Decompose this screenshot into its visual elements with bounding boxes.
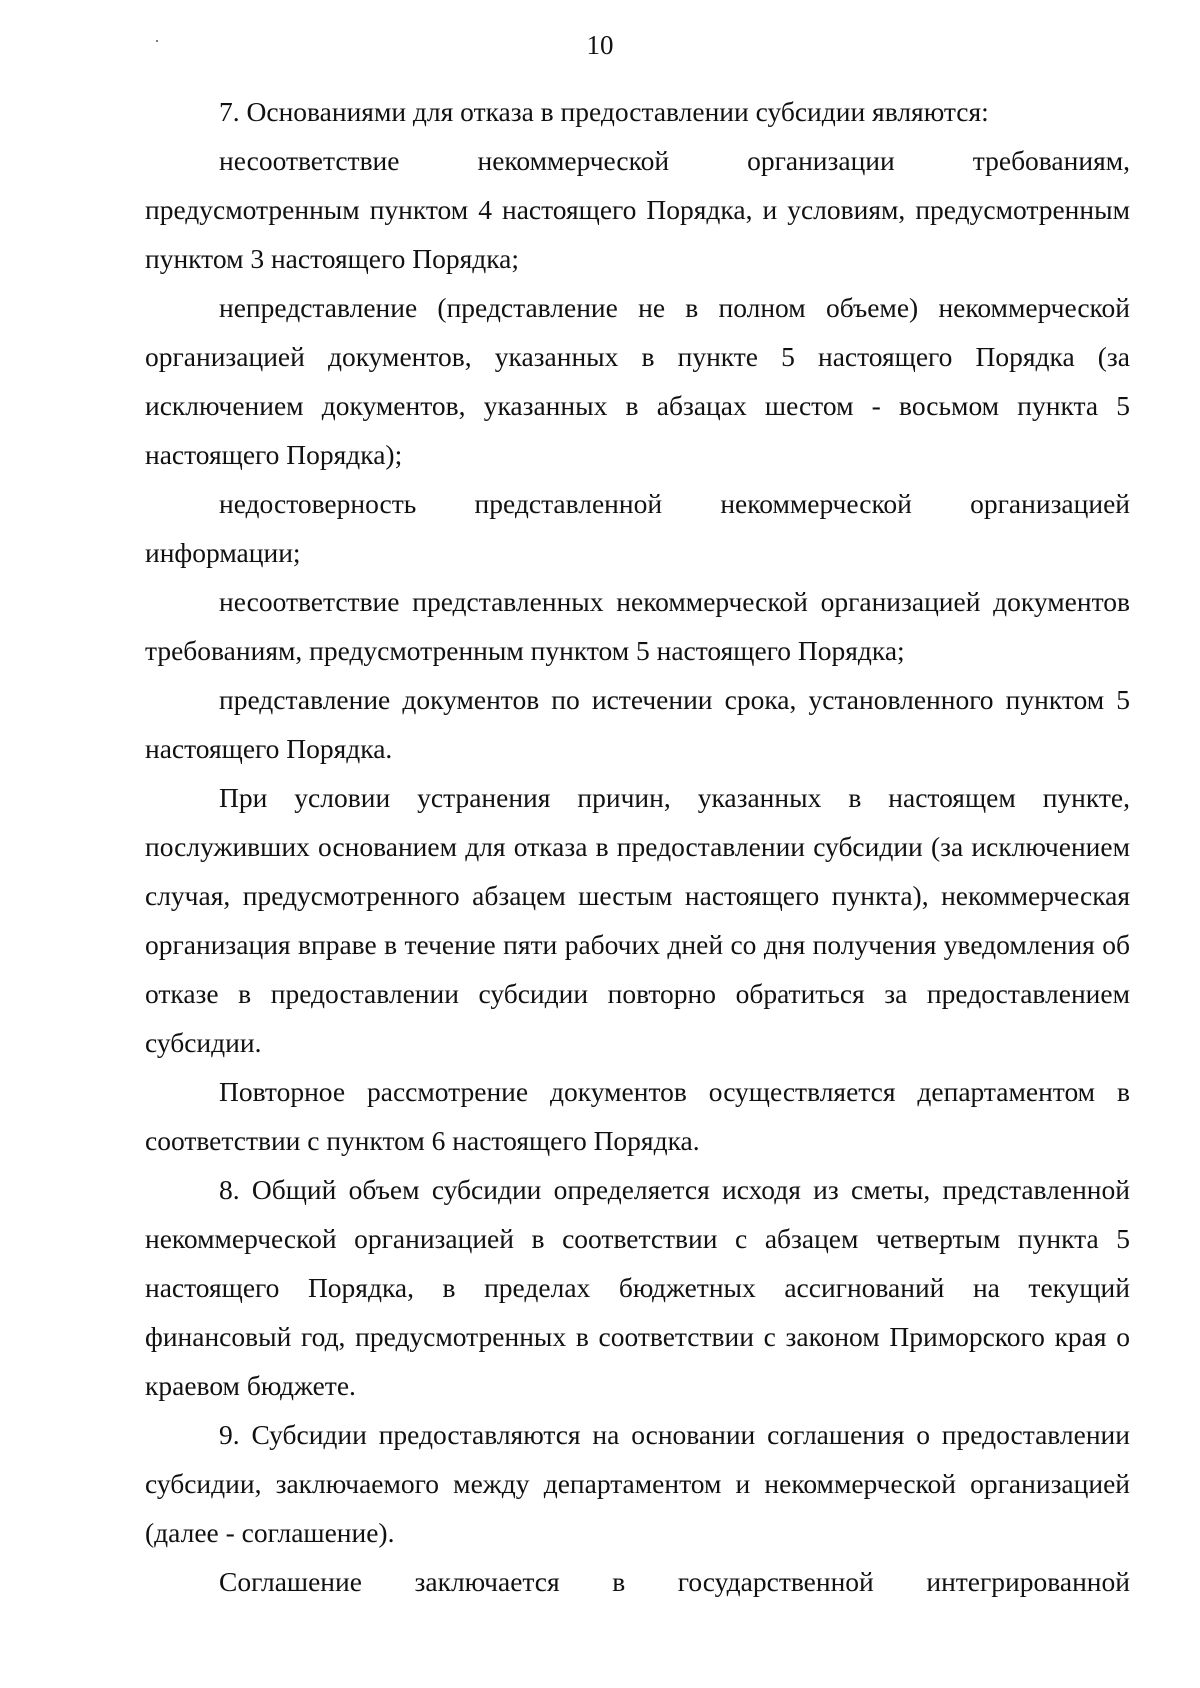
paragraph-nonsubmission-documents: непредставление (представление не в полном объеме) некоммерческой организацией документов, указанных в пункте 5 настоящего Порядка (за исключением документов, указанных в абзацах шестом - восьмом пункта 5 настоящего Порядка); [145,292,1130,470]
page-number: 10 [586,30,614,60]
paragraph-noncompliance-requirements: несоответствие некоммерческой организации требованиям, предусмотренным пунктом 4 настоящего Порядка, и условиям, предусмотренным пунктом 3 настоящего Порядка; [145,145,1130,274]
paragraph-noncompliance-documents: несоответствие представленных некоммерческой организацией документов требованиям, предусмотренным пунктом 5 настоящего Порядка; [145,586,1130,666]
paragraph-late-submission: представление документов по истечении срока, установленного пунктом 5 настоящего Порядка. [145,684,1130,764]
paragraph-unreliable-information: недостоверность представленной некоммерческой организацией информации; [145,488,1130,568]
paragraph-refusal-grounds: 7. Основаниями для отказа в предоставлении субсидии являются: [219,96,989,127]
paragraph-repeat-review: Повторное рассмотрение документов осуществляется департаментом в соответствии с пунктом 6 настоящего Порядка. [145,1076,1130,1156]
paragraph-subsidy-volume: 8. Общий объем субсидии определяется исходя из сметы, представленной некоммерческой организацией в соответствии с абзацем четвертым пункта 5 настоящего Порядка, в пределах бюджетных ассигнований на текущий финансовый год, предусмотренных в соответствии с законом Приморского края о краевом бюджете. [145,1174,1130,1401]
document-body [145,87,1130,1606]
paragraph-reapplication: При условии устранения причин, указанных в настоящем пункте, послуживших основанием для отказа в предоставлении субсидии (за исключением случая, предусмотренного абзацем шестым настоящего пункта), некоммерческая организация вправе в течение пяти рабочих дней со дня получения уведомления об отказе в предоставлении субсидии повторно обратиться за предоставлением субсидии. [145,782,1130,1058]
paragraph-subsidy-agreement: 9. Субсидии предоставляются на основании соглашения о предоставлении субсидии, заключаемого между департаментом и некоммерческой организацией (далее - соглашение). [145,1419,1130,1548]
paragraph-agreement-conclusion: Соглашение заключается в государственной интегрированной [219,1566,1130,1597]
